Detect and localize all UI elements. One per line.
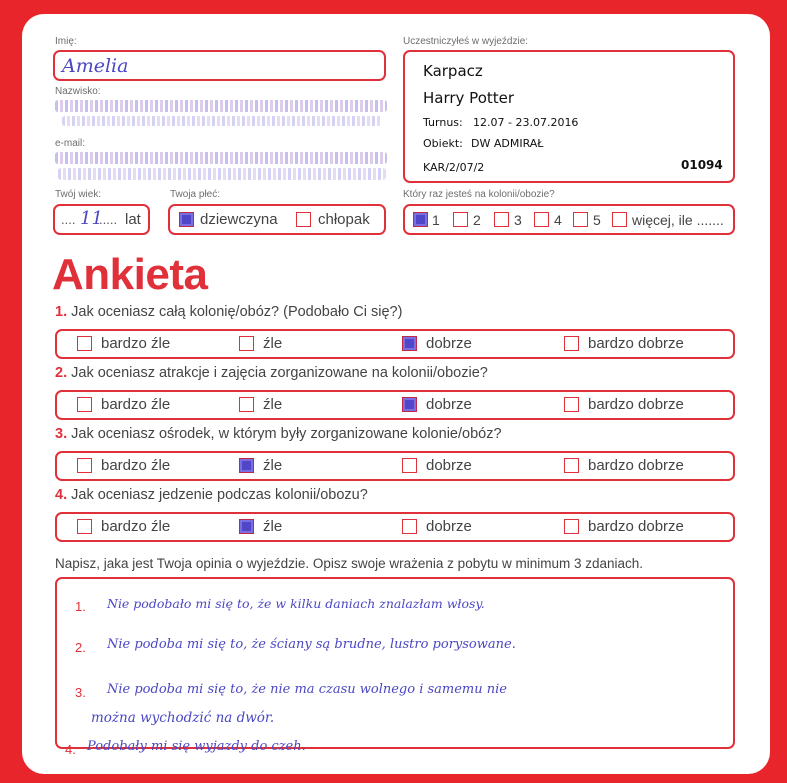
q1-option-label: źle bbox=[263, 335, 283, 352]
age-field[interactable] bbox=[53, 204, 150, 235]
question-1 bbox=[55, 304, 402, 320]
trip-number: 01094 bbox=[681, 158, 723, 172]
times-label: Który raz jesteś na kolonii/obozie? bbox=[403, 189, 555, 200]
email-redaction bbox=[55, 152, 387, 164]
name-value: Amelia bbox=[62, 55, 129, 77]
question-text: Jak oceniasz ośrodek, w którym były zorganizowane kolonie/obóz? bbox=[71, 426, 502, 442]
question-text: Jak oceniasz całą kolonię/obóz? (Podobało Ci się?) bbox=[71, 304, 403, 320]
q1-option-label: bardzo źle bbox=[101, 335, 171, 352]
trip-theme: Harry Potter bbox=[423, 89, 515, 107]
gender-checkbox-chlopak[interactable] bbox=[296, 212, 311, 227]
q4-option-label: bardzo dobrze bbox=[588, 518, 684, 535]
email-redaction-2 bbox=[58, 168, 386, 180]
q3-checkbox-4[interactable] bbox=[564, 458, 579, 473]
times-checkbox-5[interactable] bbox=[573, 212, 588, 227]
opinion-line-text: Nie podoba mi się to, że nie ma czasu wolnego i samemu nie bbox=[107, 682, 507, 697]
age-label: Twój wiek: bbox=[55, 189, 102, 200]
survey-title: Ankieta bbox=[52, 250, 208, 299]
question-number: 4. bbox=[55, 487, 68, 503]
opinion-prompt: Napisz, jaka jest Twoja opinia o wyjeździe. Opisz swoje wrażenia z pobytu w minimum 3 zdaniach. bbox=[55, 556, 644, 571]
trip-label: Uczestniczyłeś w wyjeździe: bbox=[403, 36, 529, 47]
surname-redaction bbox=[55, 100, 387, 112]
opinion-line-text: Podobały mi się wyjazdy do czeh. bbox=[87, 739, 306, 754]
gender-option-dziewczyna: dziewczyna bbox=[200, 211, 278, 228]
turnus-label: Turnus: bbox=[423, 116, 463, 129]
q4-option-label: źle bbox=[263, 518, 283, 535]
q3-option-label: bardzo źle bbox=[101, 457, 171, 474]
question-3 bbox=[55, 426, 502, 442]
q2-option-label: dobrze bbox=[426, 396, 472, 413]
gender-field bbox=[168, 204, 386, 235]
q3-option-label: dobrze bbox=[426, 457, 472, 474]
opinion-line-number: 3. bbox=[75, 685, 86, 700]
q3-checkbox-2[interactable] bbox=[239, 458, 254, 473]
q1-option-label: dobrze bbox=[426, 335, 472, 352]
opinion-box[interactable] bbox=[55, 577, 735, 757]
age-dots-before: .... bbox=[61, 212, 76, 227]
times-checkbox-2[interactable] bbox=[453, 212, 468, 227]
gender-checkbox-dziewczyna[interactable] bbox=[179, 212, 194, 227]
q1-checkbox-4[interactable] bbox=[564, 336, 579, 351]
trip-code: KAR/2/07/2 bbox=[423, 161, 485, 174]
question-2-options bbox=[55, 390, 735, 420]
opinion-line-text: można wychodzić na dwór. bbox=[91, 710, 275, 726]
q2-checkbox-3[interactable] bbox=[402, 397, 417, 412]
survey-sheet bbox=[22, 14, 770, 774]
times-field bbox=[403, 204, 735, 235]
name-field[interactable] bbox=[53, 50, 386, 81]
q1-checkbox-3[interactable] bbox=[402, 336, 417, 351]
q4-option-label: bardzo źle bbox=[101, 518, 171, 535]
q2-checkbox-2[interactable] bbox=[239, 397, 254, 412]
times-option-more: więcej, ile ....... bbox=[632, 212, 724, 228]
times-option-2: 2 bbox=[473, 212, 481, 228]
q3-checkbox-1[interactable] bbox=[77, 458, 92, 473]
opinion-line-number: 2. bbox=[75, 640, 86, 655]
opinion-line-number: 1. bbox=[75, 599, 86, 614]
obiekt-value: DW ADMIRAŁ bbox=[471, 137, 544, 150]
q3-option-label: źle bbox=[263, 457, 283, 474]
times-checkbox-1[interactable] bbox=[413, 212, 428, 227]
q2-checkbox-4[interactable] bbox=[564, 397, 579, 412]
q2-checkbox-1[interactable] bbox=[77, 397, 92, 412]
q4-checkbox-1[interactable] bbox=[77, 519, 92, 534]
trip-info-box bbox=[403, 50, 735, 183]
times-option-3: 3 bbox=[514, 212, 522, 228]
q1-option-label: bardzo dobrze bbox=[588, 335, 684, 352]
times-option-4: 4 bbox=[554, 212, 562, 228]
obiekt-label: Obiekt: bbox=[423, 137, 463, 150]
age-dots-after: ..... bbox=[99, 212, 118, 227]
question-2 bbox=[55, 365, 488, 381]
q4-checkbox-4[interactable] bbox=[564, 519, 579, 534]
question-4-options bbox=[55, 512, 735, 542]
email-label: e-mail: bbox=[55, 138, 86, 149]
q1-checkbox-2[interactable] bbox=[239, 336, 254, 351]
q4-checkbox-2[interactable] bbox=[239, 519, 254, 534]
opinion-line-number: 4. bbox=[65, 742, 76, 757]
q3-checkbox-3[interactable] bbox=[402, 458, 417, 473]
times-option-5: 5 bbox=[593, 212, 601, 228]
times-checkbox-3[interactable] bbox=[494, 212, 509, 227]
question-number: 3. bbox=[55, 426, 68, 442]
times-checkbox-more[interactable] bbox=[612, 212, 627, 227]
age-value: 11 bbox=[80, 208, 103, 229]
opinion-line-text: Nie podobało mi się to, że w kilku daniach znalazłam włosy. bbox=[107, 596, 485, 611]
gender-label: Twoja płeć: bbox=[170, 189, 221, 200]
surname-label: Nazwisko: bbox=[55, 86, 101, 97]
q4-option-label: dobrze bbox=[426, 518, 472, 535]
turnus-value: 12.07 - 23.07.2016 bbox=[473, 116, 579, 129]
q2-option-label: źle bbox=[263, 396, 283, 413]
trip-place: Karpacz bbox=[423, 62, 483, 80]
q3-option-label: bardzo dobrze bbox=[588, 457, 684, 474]
question-3-options bbox=[55, 451, 735, 481]
question-text: Jak oceniasz jedzenie podczas kolonii/obozu? bbox=[71, 487, 368, 503]
q2-option-label: bardzo źle bbox=[101, 396, 171, 413]
q1-checkbox-1[interactable] bbox=[77, 336, 92, 351]
name-label: Imię: bbox=[55, 36, 77, 47]
question-4 bbox=[55, 487, 368, 503]
question-text: Jak oceniasz atrakcje i zajęcia zorganizowane na kolonii/obozie? bbox=[71, 365, 488, 381]
times-checkbox-4[interactable] bbox=[534, 212, 549, 227]
surname-redaction-2 bbox=[62, 116, 382, 126]
q2-option-label: bardzo dobrze bbox=[588, 396, 684, 413]
question-number: 1. bbox=[55, 304, 68, 320]
opinion-line-text: Nie podoba mi się to, że ściany są brudne, lustro porysowane. bbox=[107, 637, 516, 652]
times-option-1: 1 bbox=[432, 212, 440, 228]
question-1-options bbox=[55, 329, 735, 359]
question-number: 2. bbox=[55, 365, 68, 381]
gender-option-chlopak: chłopak bbox=[318, 211, 370, 228]
age-unit: lat bbox=[125, 211, 141, 228]
q4-checkbox-3[interactable] bbox=[402, 519, 417, 534]
